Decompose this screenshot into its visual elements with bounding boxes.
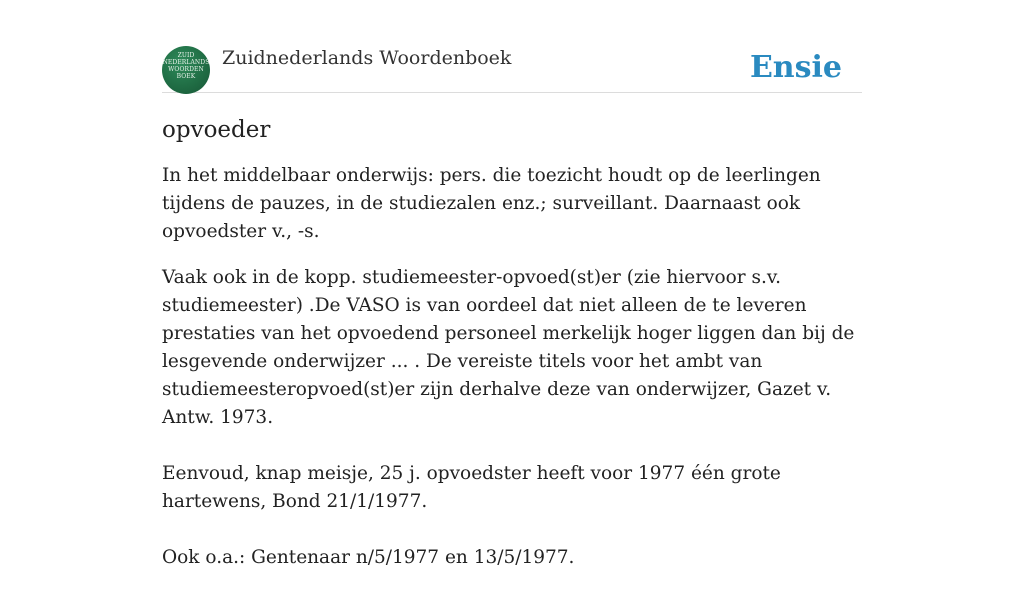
- entry-content: [162, 112, 862, 590]
- logo-lettering: [162, 52, 210, 80]
- entry-headword: opvoeder: [162, 117, 271, 143]
- logo-line: WOORDEN: [168, 66, 204, 73]
- ensie-brand-link[interactable]: Ensie: [749, 50, 842, 85]
- logo-line: ZUID: [177, 52, 195, 59]
- logo-line: BOEK: [176, 73, 196, 80]
- entry-references: Ook o.a.: Gentenaar n/5/1977 en 13/5/1977.: [162, 547, 575, 568]
- entry-example-quote: Eenvoud, knap meisje, 25 j. opvoedster heeft voor 1977 één grote hartewens, Bond 21/1/1977.: [162, 463, 781, 512]
- entry-usage-quote: Vaak ook in de kopp. studiemeester-opvoed(st)er (zie hiervoor s.v. studiemeester) .De VASO is van oordeel dat niet alleen de te leveren prestaties van het opvoedend personeel merkelijk hoger liggen dan bij de lesgevende onderwijzer ... . De vereiste titels voor het ambt van studiemeesteropvoed(st)er zijn derhalve deze van onderwijzer, Gazet v. Antw. 1973.: [162, 267, 855, 428]
- site-header: [162, 46, 862, 93]
- logo-line: NEDERLANDS: [162, 59, 210, 66]
- site-logo[interactable]: [162, 46, 210, 94]
- entry-definition: In het middelbaar onderwijs: pers. die toezicht houdt op de leerlingen tijdens de pauzes, in de studiezalen enz.; surveillant. Daarnaast ook opvoedster v., -s.: [162, 165, 821, 242]
- site-title-link[interactable]: Zuidnederlands Woordenboek: [222, 47, 512, 69]
